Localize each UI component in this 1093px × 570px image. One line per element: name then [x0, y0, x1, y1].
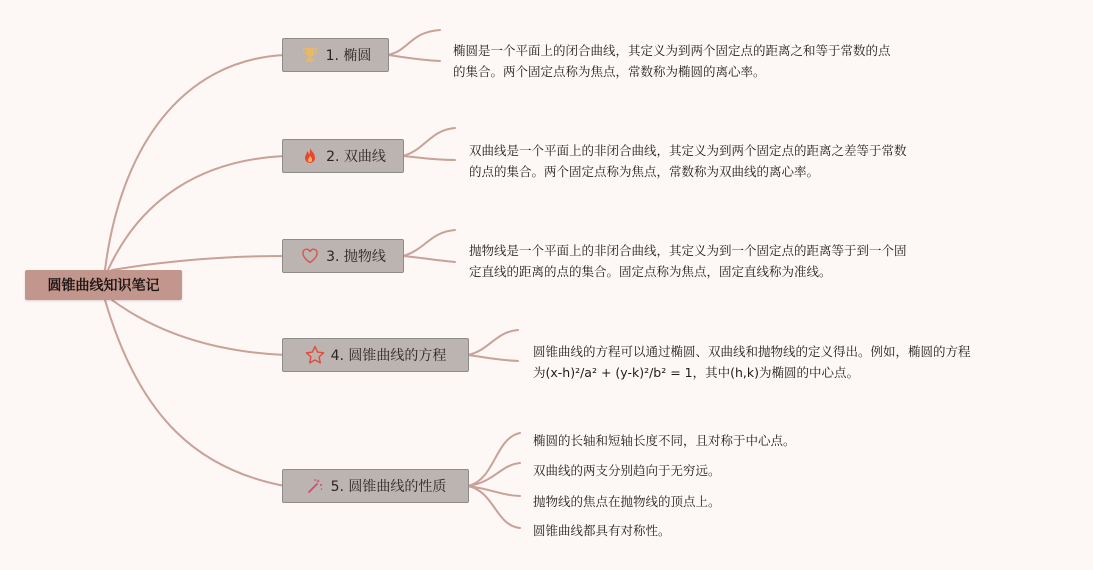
- connector-branch-3-note-b: [403, 256, 455, 262]
- branch-label: 4. 圆锥曲线的方程: [330, 348, 447, 364]
- connector-branch-2-note-b: [403, 156, 455, 160]
- note-equation: [533, 341, 971, 383]
- heart-icon: [300, 246, 320, 266]
- note-line: 双曲线是一个平面上的非闭合曲线，其定义为到两个固定点的距离之差等于常数: [469, 143, 907, 158]
- magic-wand-icon: [305, 476, 325, 496]
- connector-branch-4-note-b: [468, 355, 518, 361]
- fire-icon: [300, 146, 320, 166]
- note-line: 椭圆是一个平面上的闭合曲线，其定义为到两个固定点的距离之和等于常数的点: [453, 43, 891, 58]
- note-line: 的集合。两个固定点称为焦点，常数称为椭圆的离心率。: [453, 64, 766, 79]
- note-property-3: 抛物线的焦点在抛物线的顶点上。: [533, 494, 721, 509]
- star-icon: [305, 345, 325, 365]
- connector-branch-2-note: [403, 128, 455, 156]
- note-ellipse: [453, 40, 891, 82]
- branch-ellipse[interactable]: [282, 38, 389, 72]
- root-topic[interactable]: 圆锥曲线知识笔记: [25, 270, 182, 300]
- note-line: 定直线的距离的点的集合。固定点称为焦点，固定直线称为准线。: [469, 264, 832, 279]
- note-line: 的点的集合。两个固定点称为焦点，常数称为双曲线的离心率。: [469, 164, 820, 179]
- note-line: 圆锥曲线的方程可以通过椭圆、双曲线和抛物线的定义得出。例如，椭圆的方程: [533, 344, 971, 359]
- branch-label: 3. 抛物线: [326, 249, 386, 265]
- connector-branch-1-note-b: [388, 55, 440, 61]
- connector-root-branch-2: [108, 156, 285, 270]
- note-line: 为(x-h)²/a² + (y-k)²/b² = 1，其中(h,k)为椭圆的中心点。: [533, 365, 860, 380]
- note-property-4: 圆锥曲线都具有对称性。: [533, 523, 671, 538]
- connector-branch-3-note: [403, 230, 455, 256]
- connector-branch-5-note-1: [468, 433, 520, 486]
- connector-root-branch-4: [112, 300, 285, 355]
- connector-branch-5-note-3: [468, 486, 520, 496]
- branch-hyperbola[interactable]: [282, 139, 404, 173]
- note-property-1: 椭圆的长轴和短轴长度不同，且对称于中心点。: [533, 433, 796, 448]
- connector-root-branch-5: [105, 300, 285, 486]
- branch-label: 5. 圆锥曲线的性质: [330, 479, 447, 495]
- branch-label: 1. 椭圆: [325, 48, 372, 64]
- note-parabola: [469, 240, 907, 282]
- connector-root-branch-1: [105, 55, 285, 270]
- branch-properties[interactable]: [282, 469, 469, 503]
- note-property-2: 双曲线的两支分别趋向于无穷远。: [533, 463, 721, 478]
- branch-equation[interactable]: [282, 338, 469, 372]
- note-hyperbola: [469, 140, 907, 182]
- trophy-icon: [300, 45, 320, 65]
- branch-parabola[interactable]: [282, 239, 404, 273]
- note-line: 抛物线是一个平面上的非闭合曲线，其定义为到一个固定点的距离等于到一个固: [469, 243, 907, 258]
- connector-root-branch-3: [112, 256, 285, 270]
- branch-label: 2. 双曲线: [326, 149, 386, 165]
- connector-branch-4-note: [468, 330, 518, 355]
- connector-branch-1-note: [388, 30, 440, 55]
